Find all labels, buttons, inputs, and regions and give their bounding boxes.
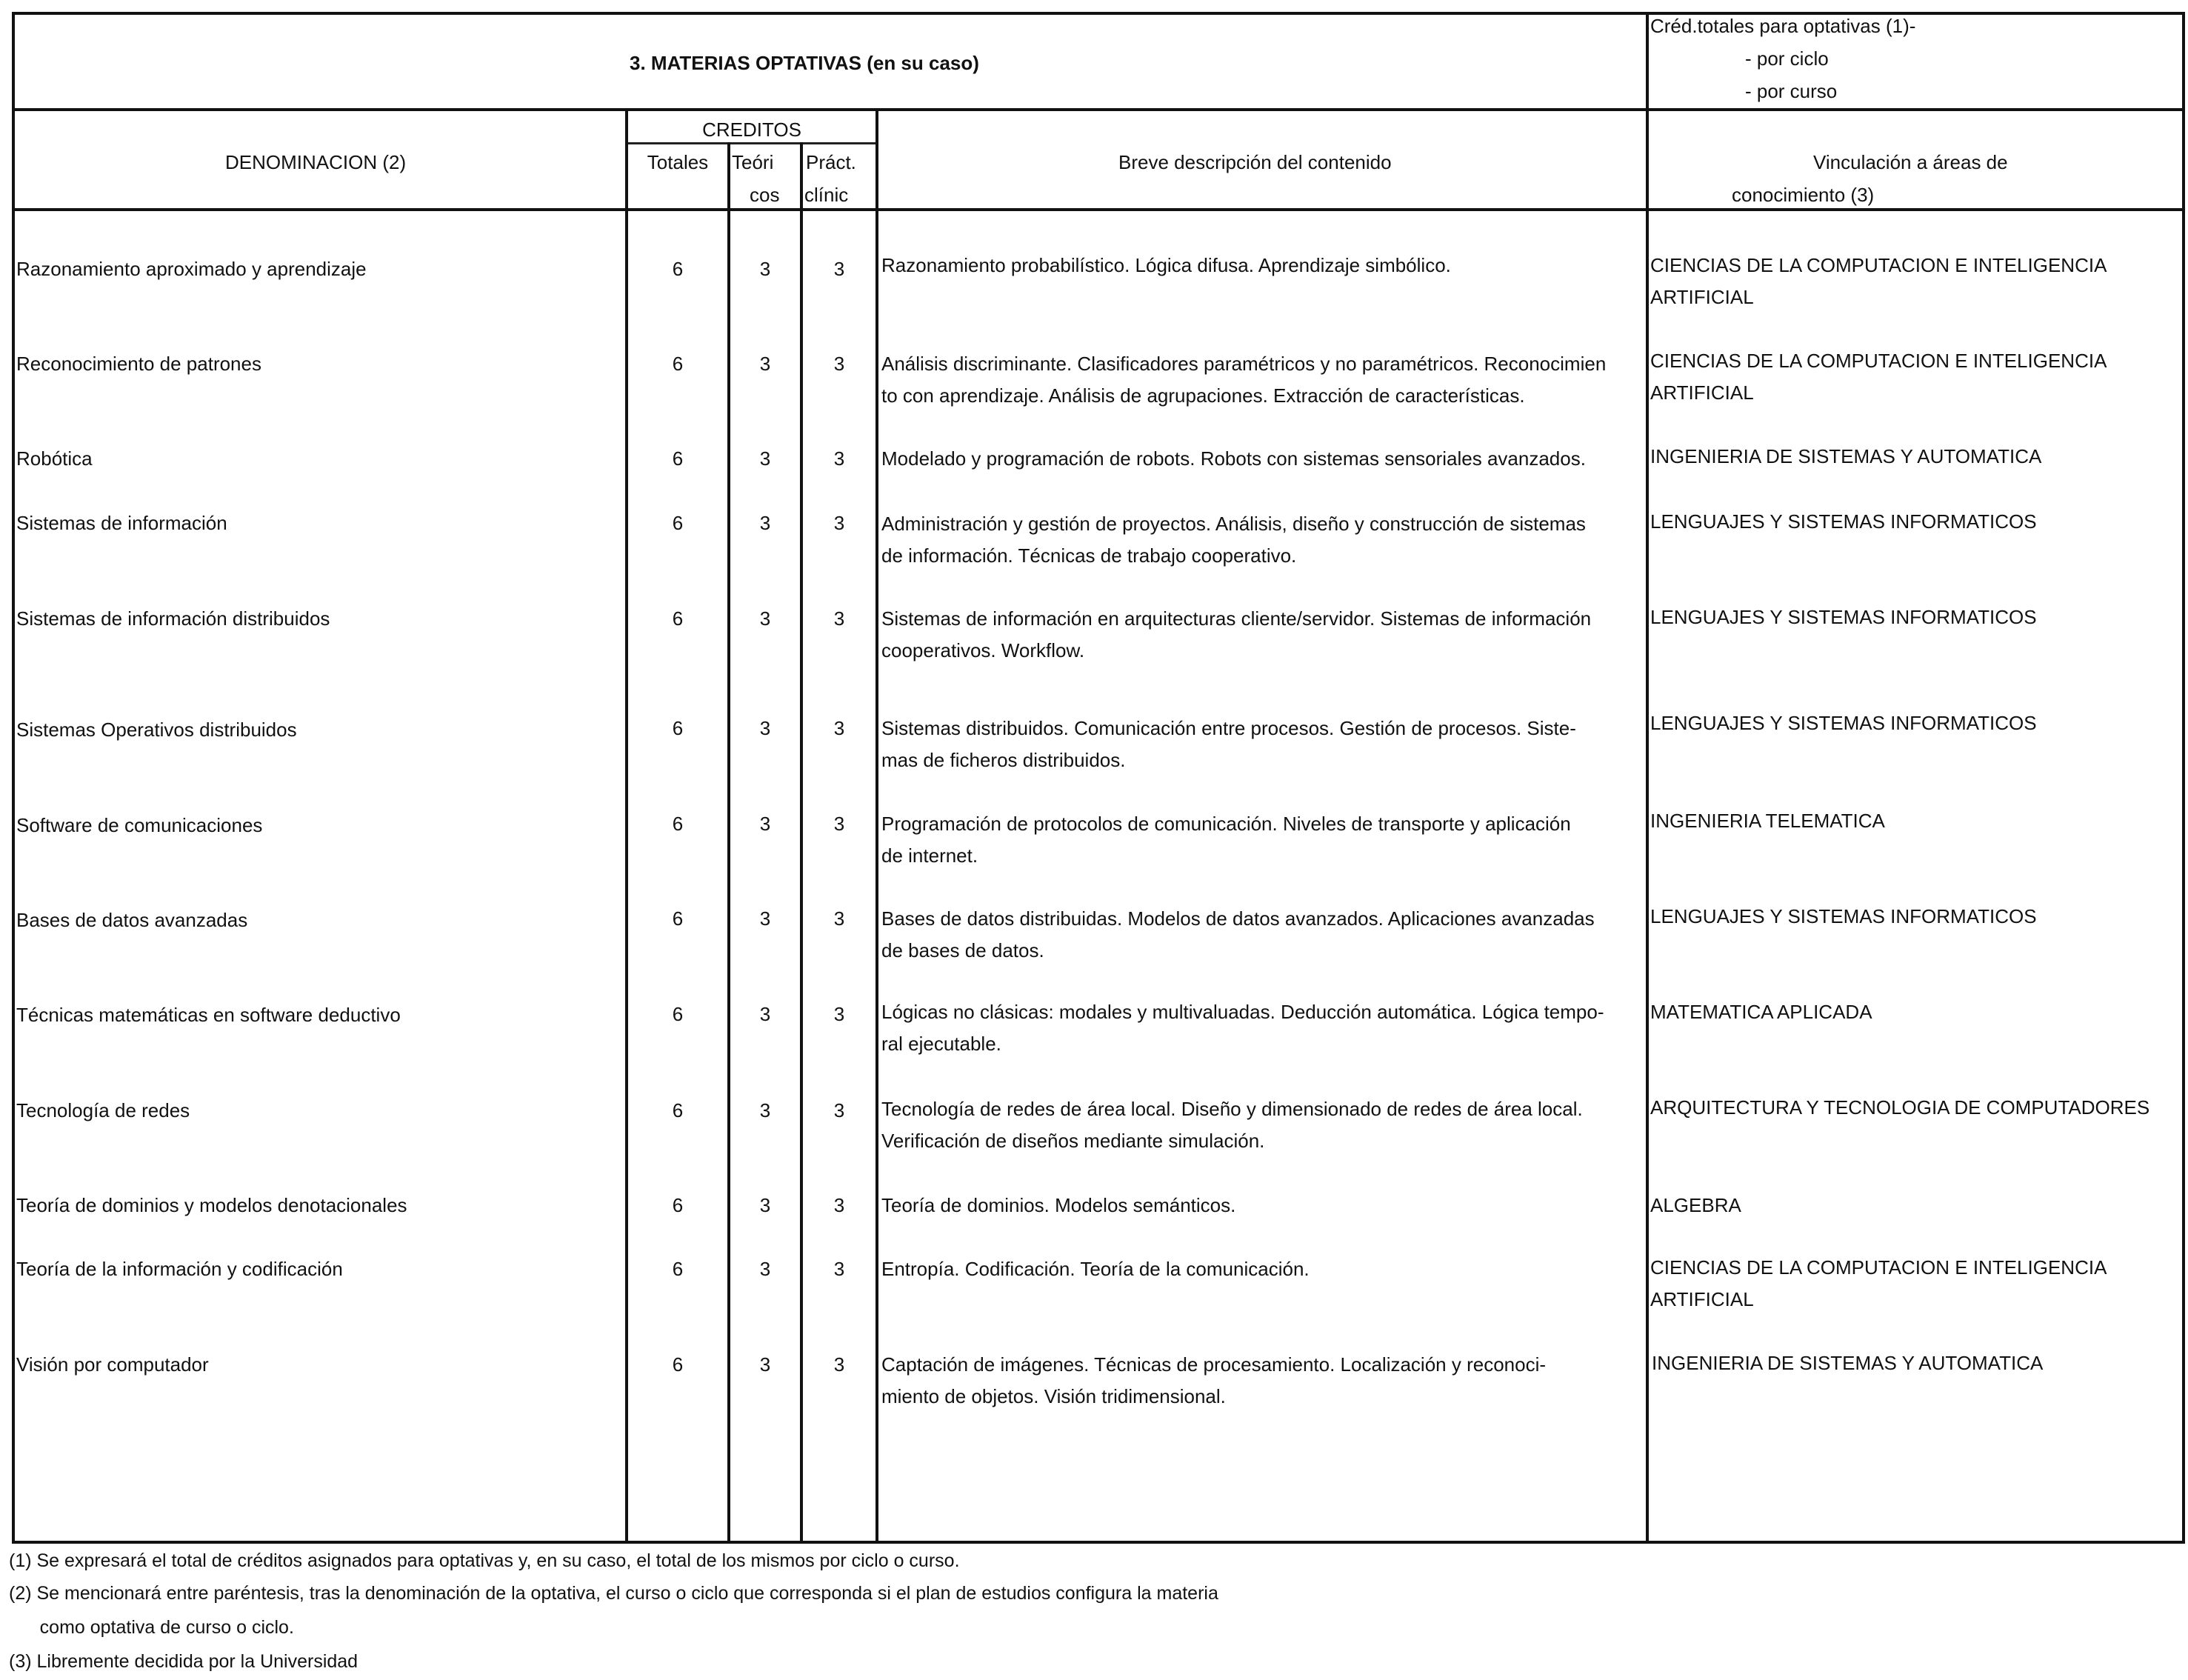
footnote-3: (3) Libremente decidida por la Universidad [9,1651,358,1672]
row-descripcion: Bases de datos distribuidas. Modelos de datos avanzados. Aplicaciones avanzadas [881,907,1595,930]
row-practicos: 3 [833,1353,845,1376]
row-area: LENGUAJES Y SISTEMAS INFORMATICOS [1650,510,2037,533]
right-border [2182,12,2185,1544]
row-descripcion: Sistemas de información en arquitecturas cliente/servidor. Sistemas de información [881,607,1592,630]
row-teoricos: 3 [759,1194,771,1216]
row-denominacion: Bases de datos avanzadas [16,909,248,931]
header-creditos: CREDITOS [702,119,801,141]
row-teoricos: 3 [759,907,771,930]
row-area: INGENIERIA DE SISTEMAS Y AUTOMATICA [1652,1352,2044,1374]
row-totales: 6 [672,353,684,375]
row-area: LENGUAJES Y SISTEMAS INFORMATICOS [1650,606,2037,628]
row-teoricos: 3 [759,512,771,534]
row-practicos: 3 [833,717,845,739]
row-descripcion: de bases de datos. [881,939,1044,961]
footnote-2-continued: como optativa de curso o ciclo. [9,1617,294,1638]
row-teoricos: 3 [759,447,771,470]
header-vinculacion-2: conocimiento (3) [1732,184,1875,206]
row-teoricos: 3 [759,1258,771,1280]
row-descripcion: Programación de protocolos de comunicación. Niveles de transporte y aplicación [881,813,1571,835]
row-descripcion: to con aprendizaje. Análisis de agrupaciones. Extracción de características. [881,384,1525,407]
row-practicos: 3 [833,353,845,375]
header-teoricos-2: cos [750,184,780,206]
row-totales: 6 [672,512,684,534]
row-descripcion: Administración y gestión de proyectos. Análisis, diseño y construcción de sistemas [881,513,1586,535]
row-practicos: 3 [833,1258,845,1280]
row-denominacion: Tecnología de redes [16,1099,190,1121]
row-area: LENGUAJES Y SISTEMAS INFORMATICOS [1650,905,2037,927]
header-practicos-2: clínic [804,184,849,206]
row-descripcion: Lógicas no clásicas: modales y multivaluadas. Deducción automática. Lógica tempo- [881,1001,1604,1023]
row-area: CIENCIAS DE LA COMPUTACION E INTELIGENCIA [1650,254,2107,276]
row-totales: 6 [672,813,684,835]
row-denominacion: Sistemas de información distribuidos [16,607,330,630]
row-descripcion: de internet. [881,844,978,867]
row-area: CIENCIAS DE LA COMPUTACION E INTELIGENCIA [1650,1256,2107,1279]
row-practicos: 3 [833,1194,845,1216]
row-area: LENGUAJES Y SISTEMAS INFORMATICOS [1650,712,2037,734]
header-practicos-1: Práct. [806,151,856,173]
row-area: CIENCIAS DE LA COMPUTACION E INTELIGENCIA [1650,350,2107,372]
row-area: ARTIFICIAL [1650,381,1754,404]
row-teoricos: 3 [759,717,771,739]
row-descripcion: de información. Técnicas de trabajo cooperativo. [881,544,1297,567]
row-descripcion: Verificación de diseños mediante simulación. [881,1130,1265,1152]
header-descripcion: Breve descripción del contenido [1118,151,1392,173]
left-border [12,12,15,1544]
row-descripcion: mas de ficheros distribuidos. [881,749,1126,771]
row-totales: 6 [672,1099,684,1121]
row-practicos: 3 [833,1099,845,1121]
col-divider-descripcion [875,110,878,1544]
row-area: INGENIERIA TELEMATICA [1650,810,1885,832]
row-totales: 6 [672,447,684,470]
row-area: MATEMATICA APLICADA [1650,1001,1872,1023]
row-practicos: 3 [833,813,845,835]
row-area: ALGEBRA [1650,1194,1741,1216]
row-denominacion: Razonamiento aproximado y aprendizaje [16,258,367,280]
row-denominacion: Visión por computador [16,1353,209,1376]
row-descripcion: Captación de imágenes. Técnicas de procesamiento. Localización y reconoci- [881,1353,1547,1376]
row-practicos: 3 [833,258,845,280]
header-totales: Totales [647,151,709,173]
row-teoricos: 3 [759,1099,771,1121]
row-teoricos: 3 [759,813,771,835]
row-teoricos: 3 [759,1353,771,1376]
row-area: ARQUITECTURA Y TECNOLOGIA DE COMPUTADORES [1650,1096,2150,1119]
row-descripcion: cooperativos. Workflow. [881,639,1085,661]
col-divider-cred [1646,12,1649,1544]
row-practicos: 3 [833,1003,845,1025]
footnote-2: (2) Se mencionará entre paréntesis, tras la denominación de la optativa, el curso o ciclo que corresponda si el plan de estudios configura la materia [9,1583,1218,1604]
row-denominacion: Técnicas matemáticas en software deductivo [16,1004,401,1026]
row-descripcion: Razonamiento probabilístico. Lógica difusa. Aprendizaje simbólico. [881,254,1451,276]
row-descripcion: Análisis discriminante. Clasificadores paramétricos y no paramétricos. Reconocimien [881,353,1607,375]
header-vinculacion-1: Vinculación a áreas de [1813,151,2008,173]
row-totales: 6 [672,1003,684,1025]
row-descripcion: miento de objetos. Visión tridimensional. [881,1385,1226,1407]
row-practicos: 3 [833,907,845,930]
section-title: 3. MATERIAS OPTATIVAS (en su caso) [630,52,979,74]
row-teoricos: 3 [759,353,771,375]
footnote-1: (1) Se expresará el total de créditos asignados para optativas y, en su caso, el total de los mismos por ciclo o curso. [9,1550,960,1571]
row-denominacion: Software de comunicaciones [16,814,263,836]
row-denominacion: Robótica [16,447,93,470]
row-area: ARTIFICIAL [1650,1288,1754,1310]
row-totales: 6 [672,1258,684,1280]
row-denominacion: Sistemas de información [16,512,227,534]
row-descripcion: Modelado y programación de robots. Robots con sistemas sensoriales avanzados. [881,447,1586,470]
row-totales: 6 [672,907,684,930]
row-denominacion: Teoría de la información y codificación [16,1258,343,1280]
header-teoricos-1: Teóri [732,151,774,173]
row-teoricos: 3 [759,1003,771,1025]
row-descripcion: Sistemas distribuidos. Comunicación entre procesos. Gestión de procesos. Siste- [881,717,1576,739]
row-teoricos: 3 [759,258,771,280]
cred-por-curso: - por curso [1745,80,1838,102]
row-denominacion: Sistemas Operativos distribuidos [16,719,297,741]
row-denominacion: Teoría de dominios y modelos denotacionales [16,1194,407,1216]
header-denominacion: DENOMINACION (2) [225,151,407,173]
row-totales: 6 [672,717,684,739]
cred-totales-label: Créd.totales para optativas (1)- [1650,15,1916,37]
row-descripcion: Teoría de dominios. Modelos semánticos. [881,1194,1236,1216]
row-denominacion: Reconocimiento de patrones [16,353,261,375]
row-descripcion: Tecnología de redes de área local. Diseño y dimensionado de redes de área local. [881,1098,1583,1120]
row-area: ARTIFICIAL [1650,286,1754,308]
row-descripcion: Entropía. Codificación. Teoría de la comunicación. [881,1258,1310,1280]
title-bottom-border [12,108,2185,111]
row-descripcion: ral ejecutable. [881,1033,1001,1055]
row-totales: 6 [672,607,684,630]
cred-por-ciclo: - por ciclo [1745,47,1829,70]
row-practicos: 3 [833,447,845,470]
row-practicos: 3 [833,512,845,534]
row-totales: 6 [672,1194,684,1216]
row-totales: 6 [672,258,684,280]
row-teoricos: 3 [759,607,771,630]
row-practicos: 3 [833,607,845,630]
row-totales: 6 [672,1353,684,1376]
row-area: INGENIERIA DE SISTEMAS Y AUTOMATICA [1650,445,2042,467]
